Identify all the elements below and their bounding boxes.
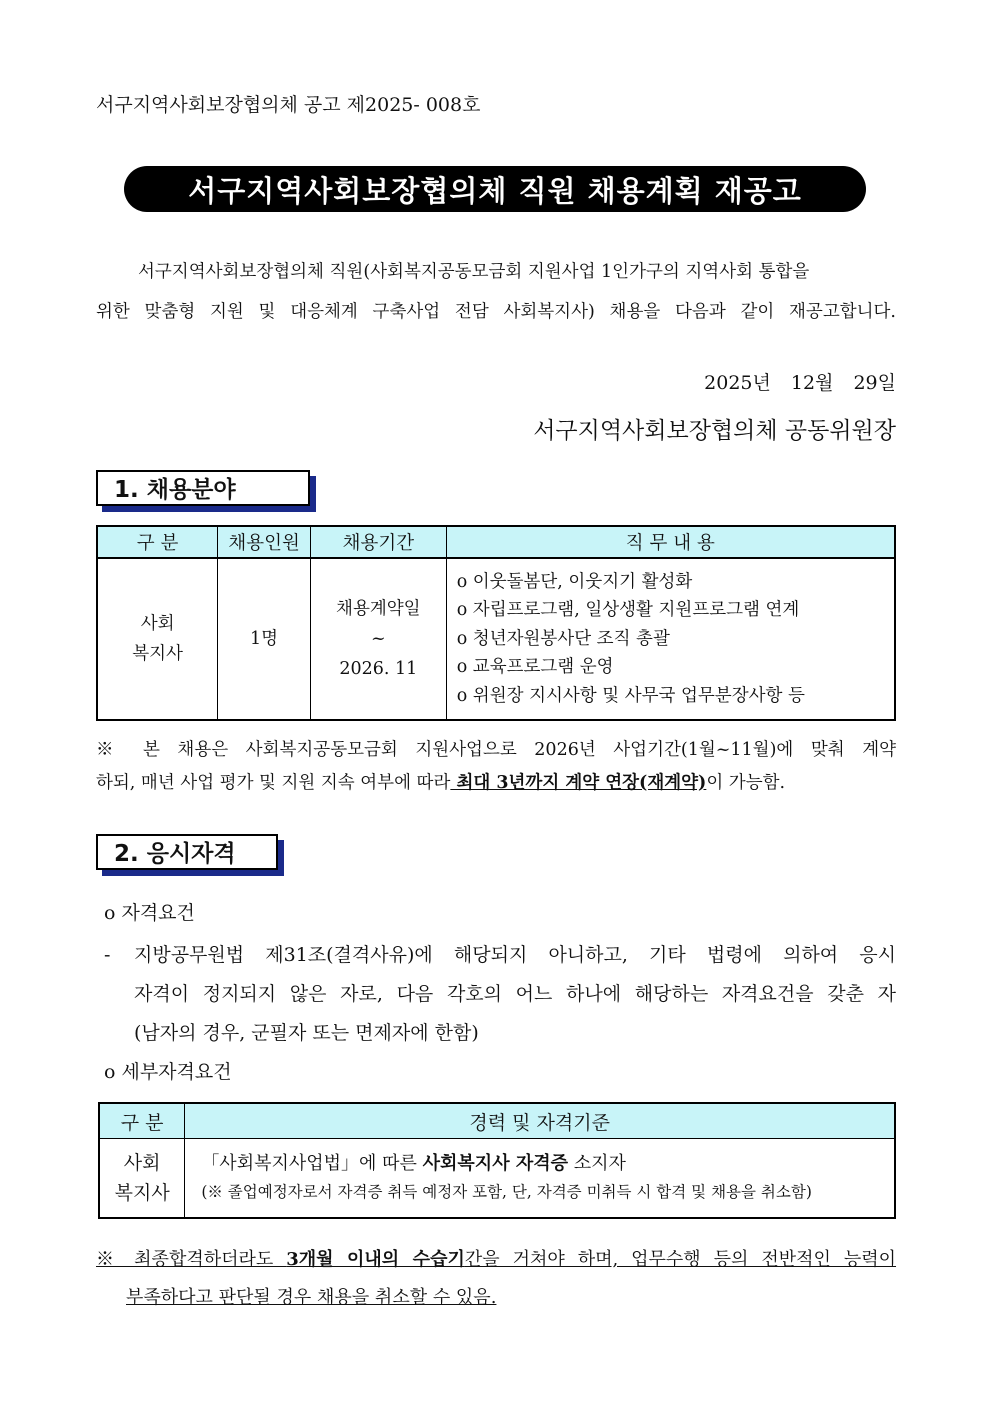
list-item: o 교육프로그램 운영 (456, 657, 614, 678)
recruitment-table (96, 525, 896, 721)
intro-line-2: 위한 맞춤형 지원 및 대응체계 구축사업 전담 사회복지사) 채용을 다음과 같이 재공고합니다. (96, 302, 896, 322)
list-item: o 청년자원봉사단 조직 총괄 (456, 628, 670, 649)
qualification-text: - 지방공무원법 제31조(결격사유)에 해당되지 아니하고, 기타 법령에 의하여 응시 자격이 정지되지 않은 자로, 다음 각호의 어느 하나에 해당하는 자격요건을 갖춘 자 (남자의 경우, 군필자 또는 면제자에 한함) (104, 936, 896, 1053)
page-title: 서구지역사회보장협의체 직원 채용계획 재공고 (124, 166, 866, 212)
duties-cell (446, 558, 895, 720)
section-2-heading: 2. 응시자격 (96, 834, 278, 870)
contract-extension-emphasis: 최대 3년까지 계약 연장(재계약) (450, 773, 707, 793)
section-1-heading: 1. 채용분야 (96, 470, 310, 506)
criteria-note: (※ 졸업예정자로서 자격증 취득 예정자 포함, 단, 자격증 미취득 시 합격 및 채용을 취소함) (201, 1183, 812, 1201)
header-criteria: 경력 및 자격기준 (185, 1103, 895, 1139)
category-cell: 사회 복지사 (99, 1139, 185, 1219)
dash-marker: - (104, 944, 111, 966)
contract-note: ※ 본 채용은 사회복지공동모금회 지원사업으로 2026년 사업기간(1월~11월)에 맞춰 계약 하되, 매년 사업 평가 및 지원 지속 여부에 따라 최대 3년까지 계약 연장(재계약)이 가능함. (96, 740, 896, 793)
header-period: 채용기간 (310, 526, 446, 558)
period-cell: 채용계약일 ~ 2026. 11 (310, 558, 446, 720)
headcount-cell: 1명 (218, 558, 311, 720)
probation-note: ※ 최종합격하더라도 3개월 이내의 수습기간을 거쳐야 하며, 업무수행 등의 전반적인 능력이 부족하다고 판단될 경우 채용을 취소할 수 있음. (96, 1249, 897, 1308)
header-category: 구 분 (97, 526, 218, 558)
table-row (97, 558, 895, 720)
qualification-table (98, 1102, 896, 1219)
list-item: o 위원장 지시사항 및 사무국 업무분장사항 등 (456, 685, 805, 706)
header-headcount: 채용인원 (218, 526, 311, 558)
header-category: 구 분 (99, 1103, 185, 1139)
criteria-cell: 「사회복지사업법」에 따른 사회복지사 자격증 소지자 (※ 졸업예정자로서 자격증 취득 예정자 포함, 단, 자격증 미취득 시 합격 및 채용을 취소함) (185, 1139, 895, 1219)
category-cell: 사회 복지사 (97, 558, 218, 720)
list-item: o 자립프로그램, 일상생활 지원프로그램 연계 (456, 600, 800, 621)
detail-qualification-title: o 세부자격요건 (104, 1061, 232, 1083)
notice-number: 서구지역사회보장협의체 공고 제2025- 008호 (96, 94, 481, 116)
header-duties: 직 무 내 용 (446, 526, 895, 558)
announcement-date: 2025년 12월 29일 (704, 372, 896, 394)
intro-line-1: 서구지역사회보장협의체 직원(사회복지공동모금회 지원사업 1인가구의 지역사회 통합을 (138, 262, 810, 282)
issuer: 서구지역사회보장협의체 공동위원장 (533, 418, 896, 444)
qualification-title: o 자격요건 (104, 902, 195, 924)
list-item: o 이웃돌봄단, 이웃지기 활성화 (456, 571, 693, 592)
table-row (99, 1139, 895, 1219)
